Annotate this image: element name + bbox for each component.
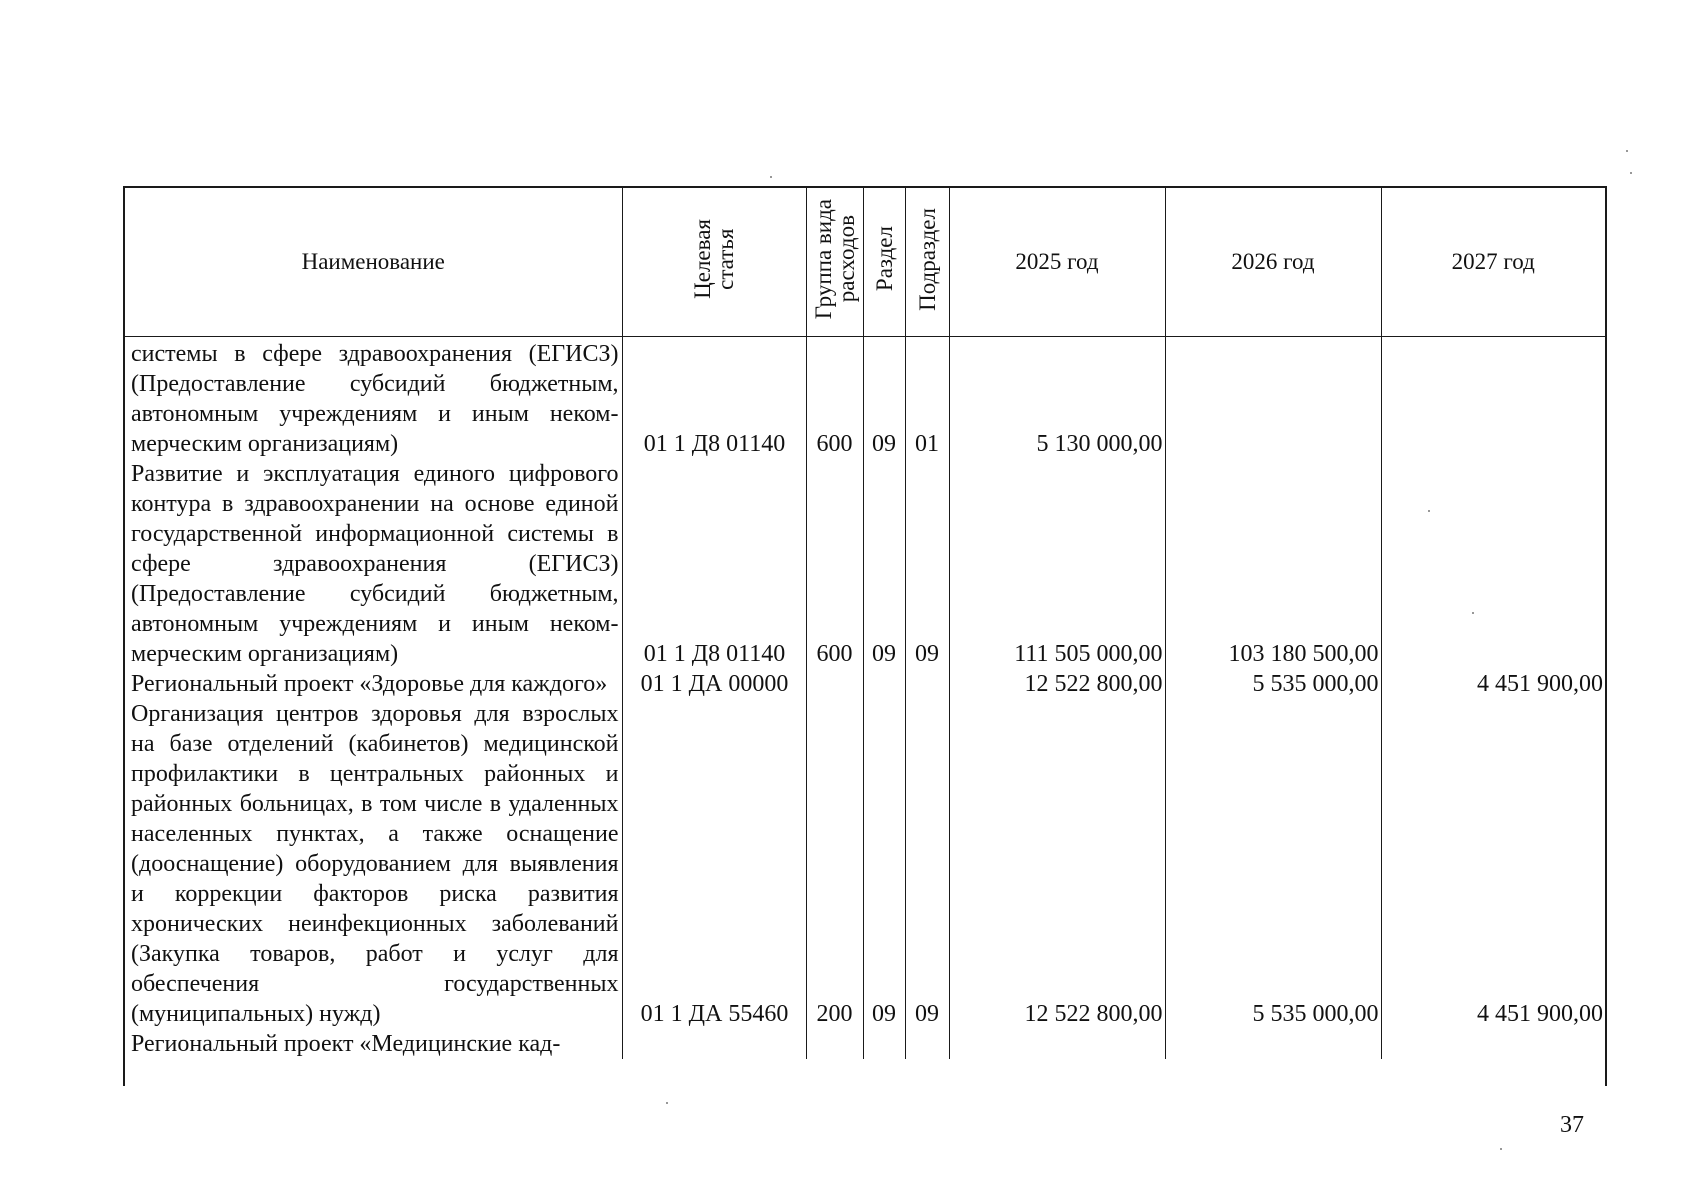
- header-2025: 2025 год: [949, 188, 1165, 337]
- row-2025: [949, 1029, 1165, 1059]
- row-name: Региональный проект «Здоровье для каждого»: [125, 669, 622, 699]
- scan-speck: [1630, 172, 1632, 174]
- header-name: Наименование: [125, 188, 622, 337]
- row-podrazdel: [905, 1029, 949, 1059]
- row-2027: 4 451 900,00: [1477, 1001, 1603, 1027]
- header-2026: 2026 год: [1165, 188, 1381, 337]
- scan-speck: [770, 176, 772, 178]
- row-group: [806, 1029, 863, 1059]
- table-row: [125, 459, 1605, 669]
- scan-speck: [1428, 510, 1430, 512]
- row-podrazdel: 09: [905, 459, 949, 669]
- row-razdel: [863, 1029, 905, 1059]
- row-podrazdel: 01: [905, 337, 949, 460]
- row-2025: 12 522 800,00: [949, 669, 1165, 699]
- scan-speck: [1626, 150, 1628, 152]
- row-group: 600: [806, 459, 863, 669]
- row-target: 01 1 Д8 01140: [622, 459, 806, 669]
- header-podrazdel: Подраздел: [905, 188, 949, 337]
- row-2025: 5 130 000,00: [949, 337, 1165, 460]
- row-group: 600: [806, 337, 863, 460]
- row-name: Организация центров здоровья для взрослых на базе отделений (кабинетов) медицинской профилактики в центральных районных и районных больницах, в том числе в удаленных населенных пунктах, а также оснащение (дооснащение) оборудованием для выявления и коррекции факторов риска развития хронических неинфекционных заболеваний (Закупка товаров, работ и услуг для обеспечения государственных (муниципальных) нужд): [125, 699, 622, 1029]
- row-2027: [1381, 1029, 1605, 1059]
- row-target: 01 1 Д8 01140: [622, 337, 806, 460]
- scan-speck: [1472, 612, 1474, 614]
- row-razdel: 09: [863, 699, 905, 1029]
- row-name: Региональный проект «Медицинские кад-: [125, 1029, 622, 1059]
- row-2025: 12 522 800,00: [949, 699, 1165, 1029]
- row-podrazdel: [905, 669, 949, 699]
- header-2027: 2027 год: [1381, 188, 1605, 337]
- row-2026: [1165, 1029, 1381, 1059]
- row-podrazdel: 09: [905, 699, 949, 1029]
- row-name: Развитие и эксплуатация единого цифрового контура в здравоохранении на основе единой государственной информационной системы в сфере здравоохранения (ЕГИСЗ) (Предоставление субсидий бюджетным, автономным учреждениям и иным некоммерческим организациям): [125, 459, 622, 669]
- row-target: [622, 1029, 806, 1059]
- row-2027: 4 451 900,00: [1477, 671, 1603, 697]
- table-row: [125, 337, 1605, 460]
- table-row: [125, 669, 1605, 699]
- scan-speck: [1500, 1148, 1502, 1150]
- header-target: Целевая статья: [622, 188, 806, 337]
- row-razdel: 09: [863, 337, 905, 460]
- table-row: [125, 1029, 1605, 1059]
- row-name: системы в сфере здравоохранения (ЕГИСЗ) (Предоставление субсидий бюджетным, автономным учреждениям и иным некоммерческим организациям): [125, 337, 622, 460]
- row-2025: 111 505 000,00: [949, 459, 1165, 669]
- row-group: [806, 669, 863, 699]
- row-2027: [1381, 459, 1605, 669]
- row-group: 200: [806, 699, 863, 1029]
- row-2026: 5 535 000,00: [1165, 699, 1381, 1029]
- budget-table: [125, 188, 1605, 1059]
- row-2027: [1381, 337, 1605, 460]
- row-target: 01 1 ДА 00000: [622, 669, 806, 699]
- row-2026: 103 180 500,00: [1165, 459, 1381, 669]
- header-razdel: Раздел: [863, 188, 905, 337]
- scan-speck: [666, 1102, 668, 1104]
- row-razdel: 09: [863, 459, 905, 669]
- header-row: [125, 188, 1605, 337]
- row-2026: [1165, 337, 1381, 460]
- budget-table-container: [123, 186, 1607, 1086]
- page-number: 37: [1560, 1112, 1584, 1138]
- row-razdel: [863, 669, 905, 699]
- table-row: [125, 699, 1605, 1029]
- row-2026: 5 535 000,00: [1165, 669, 1381, 699]
- header-group: Группа вида расходов: [806, 188, 863, 337]
- row-target: 01 1 ДА 55460: [622, 699, 806, 1029]
